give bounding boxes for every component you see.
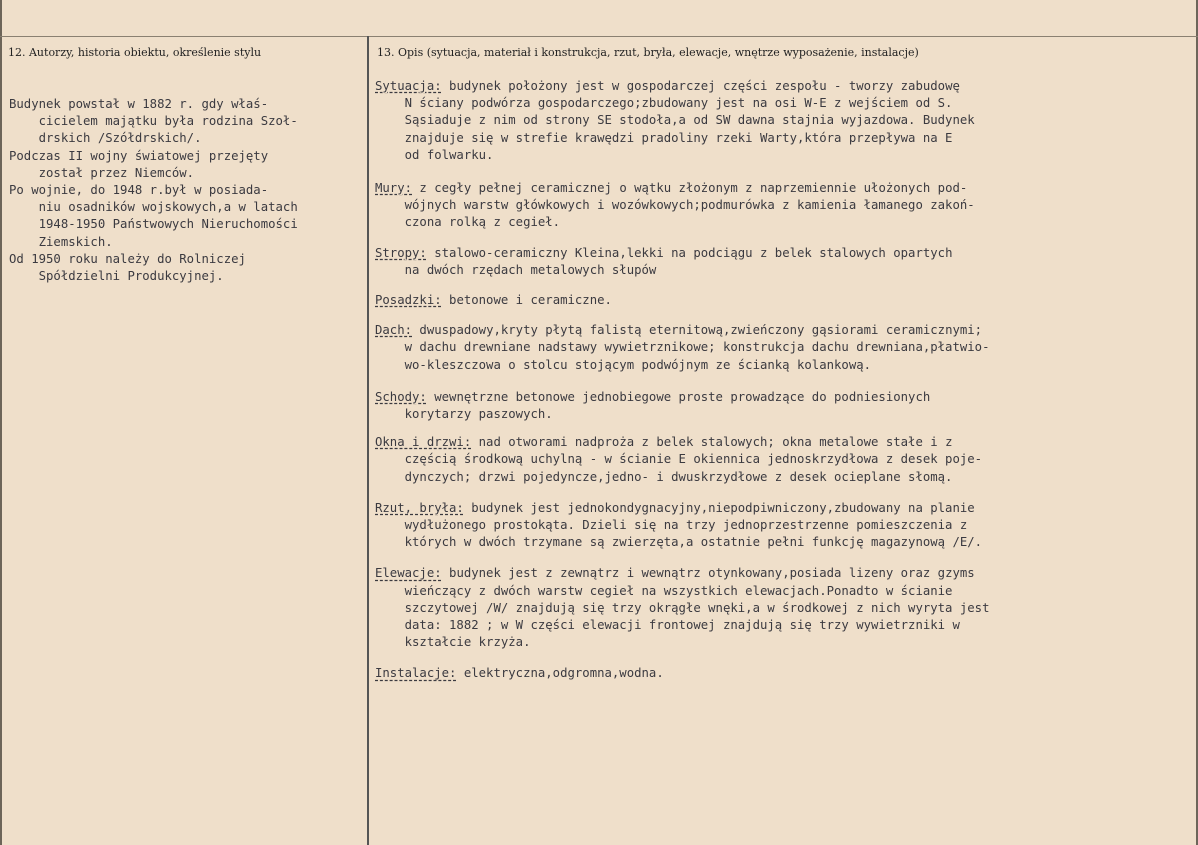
history-text: Budynek powstał w 1882 r. gdy właś- cicielem majątku była rodzina Szoł- drskich /Szółdrskich/. Podczas II wojny światowej przejęty został przez Niemców. Po wojnie, do 1948 r.był w posiada- niu osadników wojskowych,a w latach 1948-1950 Państwowych Nieruchomości Ziemskich. Od 1950 roku należy do Rolniczej Spółdzielni Produkcyjnej. xyxy=(9,97,298,284)
section-body: nad otworami nadproża z belek stalowych; okna metalowe stałe i z częścią środkową uchylną - w ścianie E okiennica jednoskrzydłowa z desek poje- dynczych; drzwi pojedyncze,jedno- i dwuskrzydłowe z desek ocieplane słomą. xyxy=(404,435,983,484)
section-body: budynek jest z zewnątrz i wewnątrz otynkowany,posiada lizeny oraz gzyms wieńczący z dwóch warstw cegieł na wszystkich elewacjach.Ponadto w ścianie szczytowej /W/ znajdują się trzy okrągłe wnęki,a w środkowej z nich wyryta jest data: 1882 ; w W części elewacji frontowej znajdują się trzy wywietrzniki w kształcie krzyża. xyxy=(404,566,990,650)
section-body: dwuspadowy,kryty płytą falistą eternitową,zwieńczony gąsiorami ceramicznymi; w dachu drewniane nadstawy wywietrznikowe; konstrukcja dachu drewniana,płatwio- wo-kleszczowa o stolcu stojącym podwójnym ze ścianką kolankową. xyxy=(404,323,990,372)
section-body: betonowe i ceramiczne. xyxy=(441,293,612,308)
column-divider xyxy=(367,36,369,845)
section-label: Stropy: xyxy=(375,245,427,260)
section-body: wewnętrzne betonowe jednobiegowe proste prowadzące do podniesionych korytarzy paszowych. xyxy=(404,389,931,422)
section-body: z cegły pełnej ceramicznej o wątku złożonym z naprzemiennie ułożonych pod- wójnych warstw główkowych i wozówkowych;podmurówka z kamienia łamanego zakoń- czona rolką z cegieł. xyxy=(404,181,975,230)
section-sytuacja xyxy=(375,78,1190,164)
page-edge-left xyxy=(0,0,2,845)
section-body: stalowo-ceramiczny Kleina,lekki na podciągu z belek stalowych opartych na dwóch rzędach metalowych słupów xyxy=(404,245,953,277)
section-label: Instalacje: xyxy=(375,666,457,681)
section-stropy xyxy=(375,245,1190,279)
section-label: Rzut, bryła: xyxy=(375,500,464,515)
header-history: 12. Autorzy, historia obiektu, określenie stylu xyxy=(8,46,262,59)
section-label: Mury: xyxy=(375,181,413,196)
section-elewacje xyxy=(375,565,1190,651)
section-label: Sytuacja: xyxy=(375,79,442,93)
header-description: 13. Opis (sytuacja, materiał i konstrukcja, rzut, bryła, elewacje, wnętrze wyposażenie, instalacje) xyxy=(377,46,919,59)
top-rule xyxy=(0,36,1198,37)
section-instalacje xyxy=(375,665,1190,682)
section-label: Elewacje: xyxy=(375,566,442,581)
section-label: Dach: xyxy=(375,323,413,338)
section-body: budynek położony jest w gospodarczej części zespołu - tworzy zabudowę N ściany podwórza gospodarczego;zbudowany jest na osi W-E z wejściem od S. Sąsiaduje z nim od strony SE stodoła,a od SW dawna stajnia wyjazdowa. Budynek znajduje się w strefie krawędzi pradoliny rzeki Warty,która przepływa na E od folwarku. xyxy=(404,79,975,162)
section-label: Schody: xyxy=(375,389,427,404)
section-label: Posadzki: xyxy=(375,293,442,308)
section-mury xyxy=(375,180,1190,232)
section-okna-i-drzwi xyxy=(375,434,1190,486)
section-label: Okna i drzwi: xyxy=(375,435,472,450)
description-column xyxy=(375,78,1190,683)
section-rzut-bryla xyxy=(375,500,1190,552)
section-body: budynek jest jednokondygnacyjny,niepodpiwniczony,zbudowany na planie wydłużonego prostokąta. Dzieli się na trzy jednoprzestrzenne pomieszczenia z których w dwóch trzymane są zwierzęta,a ostatnie pełni funkcję magazynową /E/. xyxy=(404,500,983,550)
section-posadzki xyxy=(375,292,1190,309)
section-dach xyxy=(375,322,1190,374)
section-schody xyxy=(375,389,1190,423)
section-body: elektryczna,odgromna,wodna. xyxy=(456,666,664,681)
